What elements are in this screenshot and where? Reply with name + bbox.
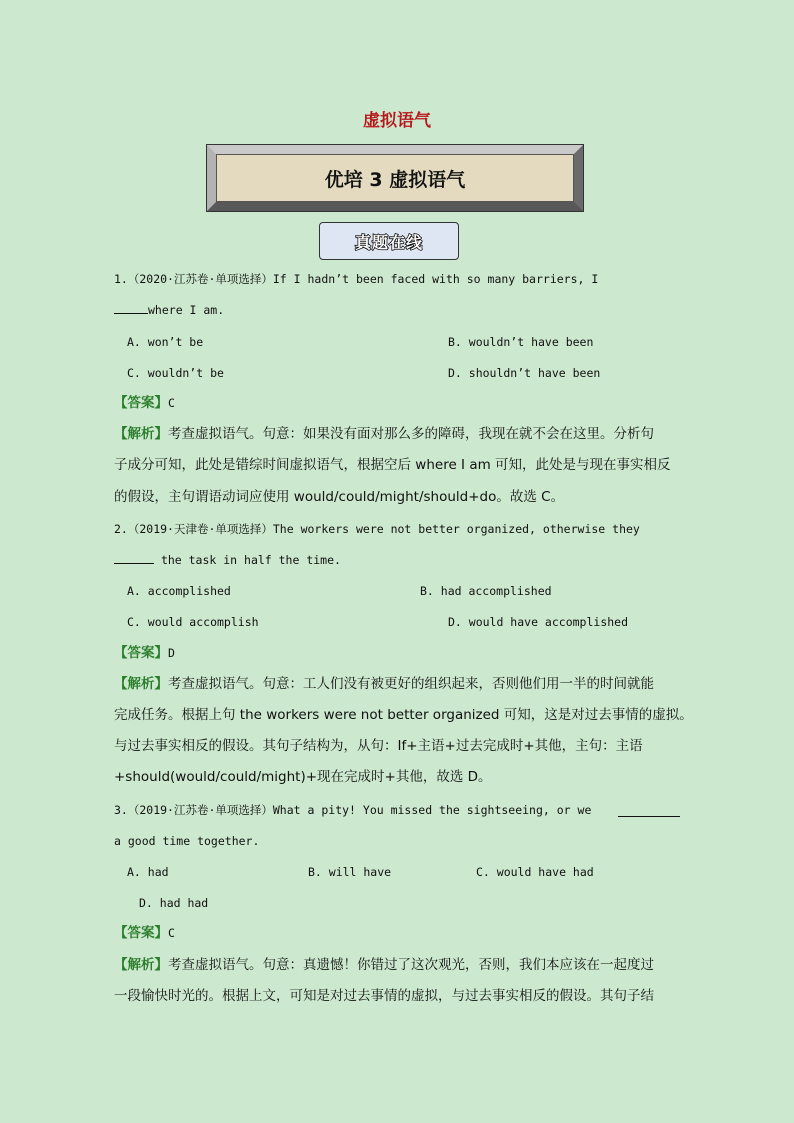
q3-option-a: A. had: [127, 865, 169, 879]
analysis-label: 【解析】: [114, 426, 168, 442]
q2-option-c: C. would accomplish: [127, 615, 259, 629]
analysis-text: 考查虚拟语气。句意：如果没有面对那么多的障碍，我现在就不会在这里。分析句: [168, 426, 654, 442]
q2-option-d: D. would have accomplished: [448, 615, 629, 629]
q2-analysis-line2: 完成任务。根据上句 the workers were not better organized 可知，这是对过去事情的虚拟。: [114, 707, 693, 723]
q2-answer: [114, 645, 680, 661]
section-label: 真题在线: [319, 222, 459, 260]
q1-analysis-line1: [114, 426, 680, 442]
q1-analysis-line2: 子成分可知，此处是错综时间虚拟语气，根据空后 where I am 可知，此处是与现在事实相反: [114, 457, 671, 473]
q1-analysis-line3: 的假设，主句谓语动词应使用 would/could/might/should+do。故选 C。: [114, 489, 565, 505]
q2-option-b: B. had accomplished: [420, 584, 552, 598]
answer-value: C: [168, 926, 175, 940]
q3-stem-line2: a good time together.: [114, 834, 260, 848]
analysis-text: 考查虚拟语气。句意：真遗憾！你错过了这次观光，否则，我们本应该在一起度过: [168, 957, 654, 973]
analysis-text: 考查虚拟语气。句意：工人们没有被更好的组织起来，否则他们用一半的时间就能: [168, 676, 654, 692]
analysis-label: 【解析】: [114, 957, 168, 973]
q1-option-c: C. wouldn’t be: [127, 366, 224, 380]
q3-analysis-line2: 一段愉快时光的。根据上文，可知是对过去事情的虚拟，与过去事实相反的假设。其句子结: [114, 988, 654, 1004]
q2-analysis-line4: +should(would/could/might)+现在完成时+其他，故选 D。: [114, 769, 492, 785]
q1-option-a: A. won’t be: [127, 335, 204, 349]
unit-banner: [207, 145, 583, 211]
q3-analysis-line1: [114, 957, 680, 973]
q3-blank: [618, 805, 680, 817]
q1-stem-tail: where I am.: [148, 303, 225, 317]
q2-stem-line1: 2.（2019·天津卷·单项选择）The workers were not better organized, otherwise they: [114, 522, 640, 536]
q2-option-a: A. accomplished: [127, 584, 231, 598]
answer-label: 【答案】: [114, 925, 168, 941]
answer-value: D: [168, 646, 175, 660]
q2-analysis-line1: [114, 676, 680, 692]
q1-option-d: D. shouldn’t have been: [448, 366, 601, 380]
q1-option-b: B. wouldn’t have been: [448, 335, 594, 349]
q1-stem-text: 1.（2020·江苏卷·单项选择）If I hadn’t been faced with so many barriers, I: [114, 272, 599, 286]
unit-banner-text: 优培 3 虚拟语气: [216, 154, 574, 202]
answer-value: C: [168, 396, 175, 410]
answer-label: 【答案】: [114, 395, 168, 411]
q3-option-c: C. would have had: [476, 865, 594, 879]
q2-blank: [114, 552, 154, 564]
q3-stem-line1: [114, 802, 680, 818]
q1-stem-line2: [114, 302, 680, 318]
q1-stem-line1: [114, 271, 680, 287]
answer-label: 【答案】: [114, 645, 168, 661]
analysis-label: 【解析】: [114, 676, 168, 692]
q2-analysis-line3: 与过去事实相反的假设。其句子结构为，从句：If+主语+过去完成时+其他，主句：主语: [114, 738, 643, 754]
q3-option-b: B. will have: [308, 865, 392, 879]
q1-answer: [114, 395, 680, 411]
q3-stem-text: 3.（2019·江苏卷·单项选择）What a pity! You missed the sightseeing, or we: [114, 803, 592, 817]
q2-stem-line2: [114, 552, 680, 568]
q2-stem-tail: the task in half the time.: [160, 553, 341, 567]
document-title: 虚拟语气: [363, 111, 431, 131]
q1-blank: [114, 302, 148, 314]
q3-option-d: D. had had: [139, 896, 209, 910]
q3-answer: [114, 925, 680, 941]
